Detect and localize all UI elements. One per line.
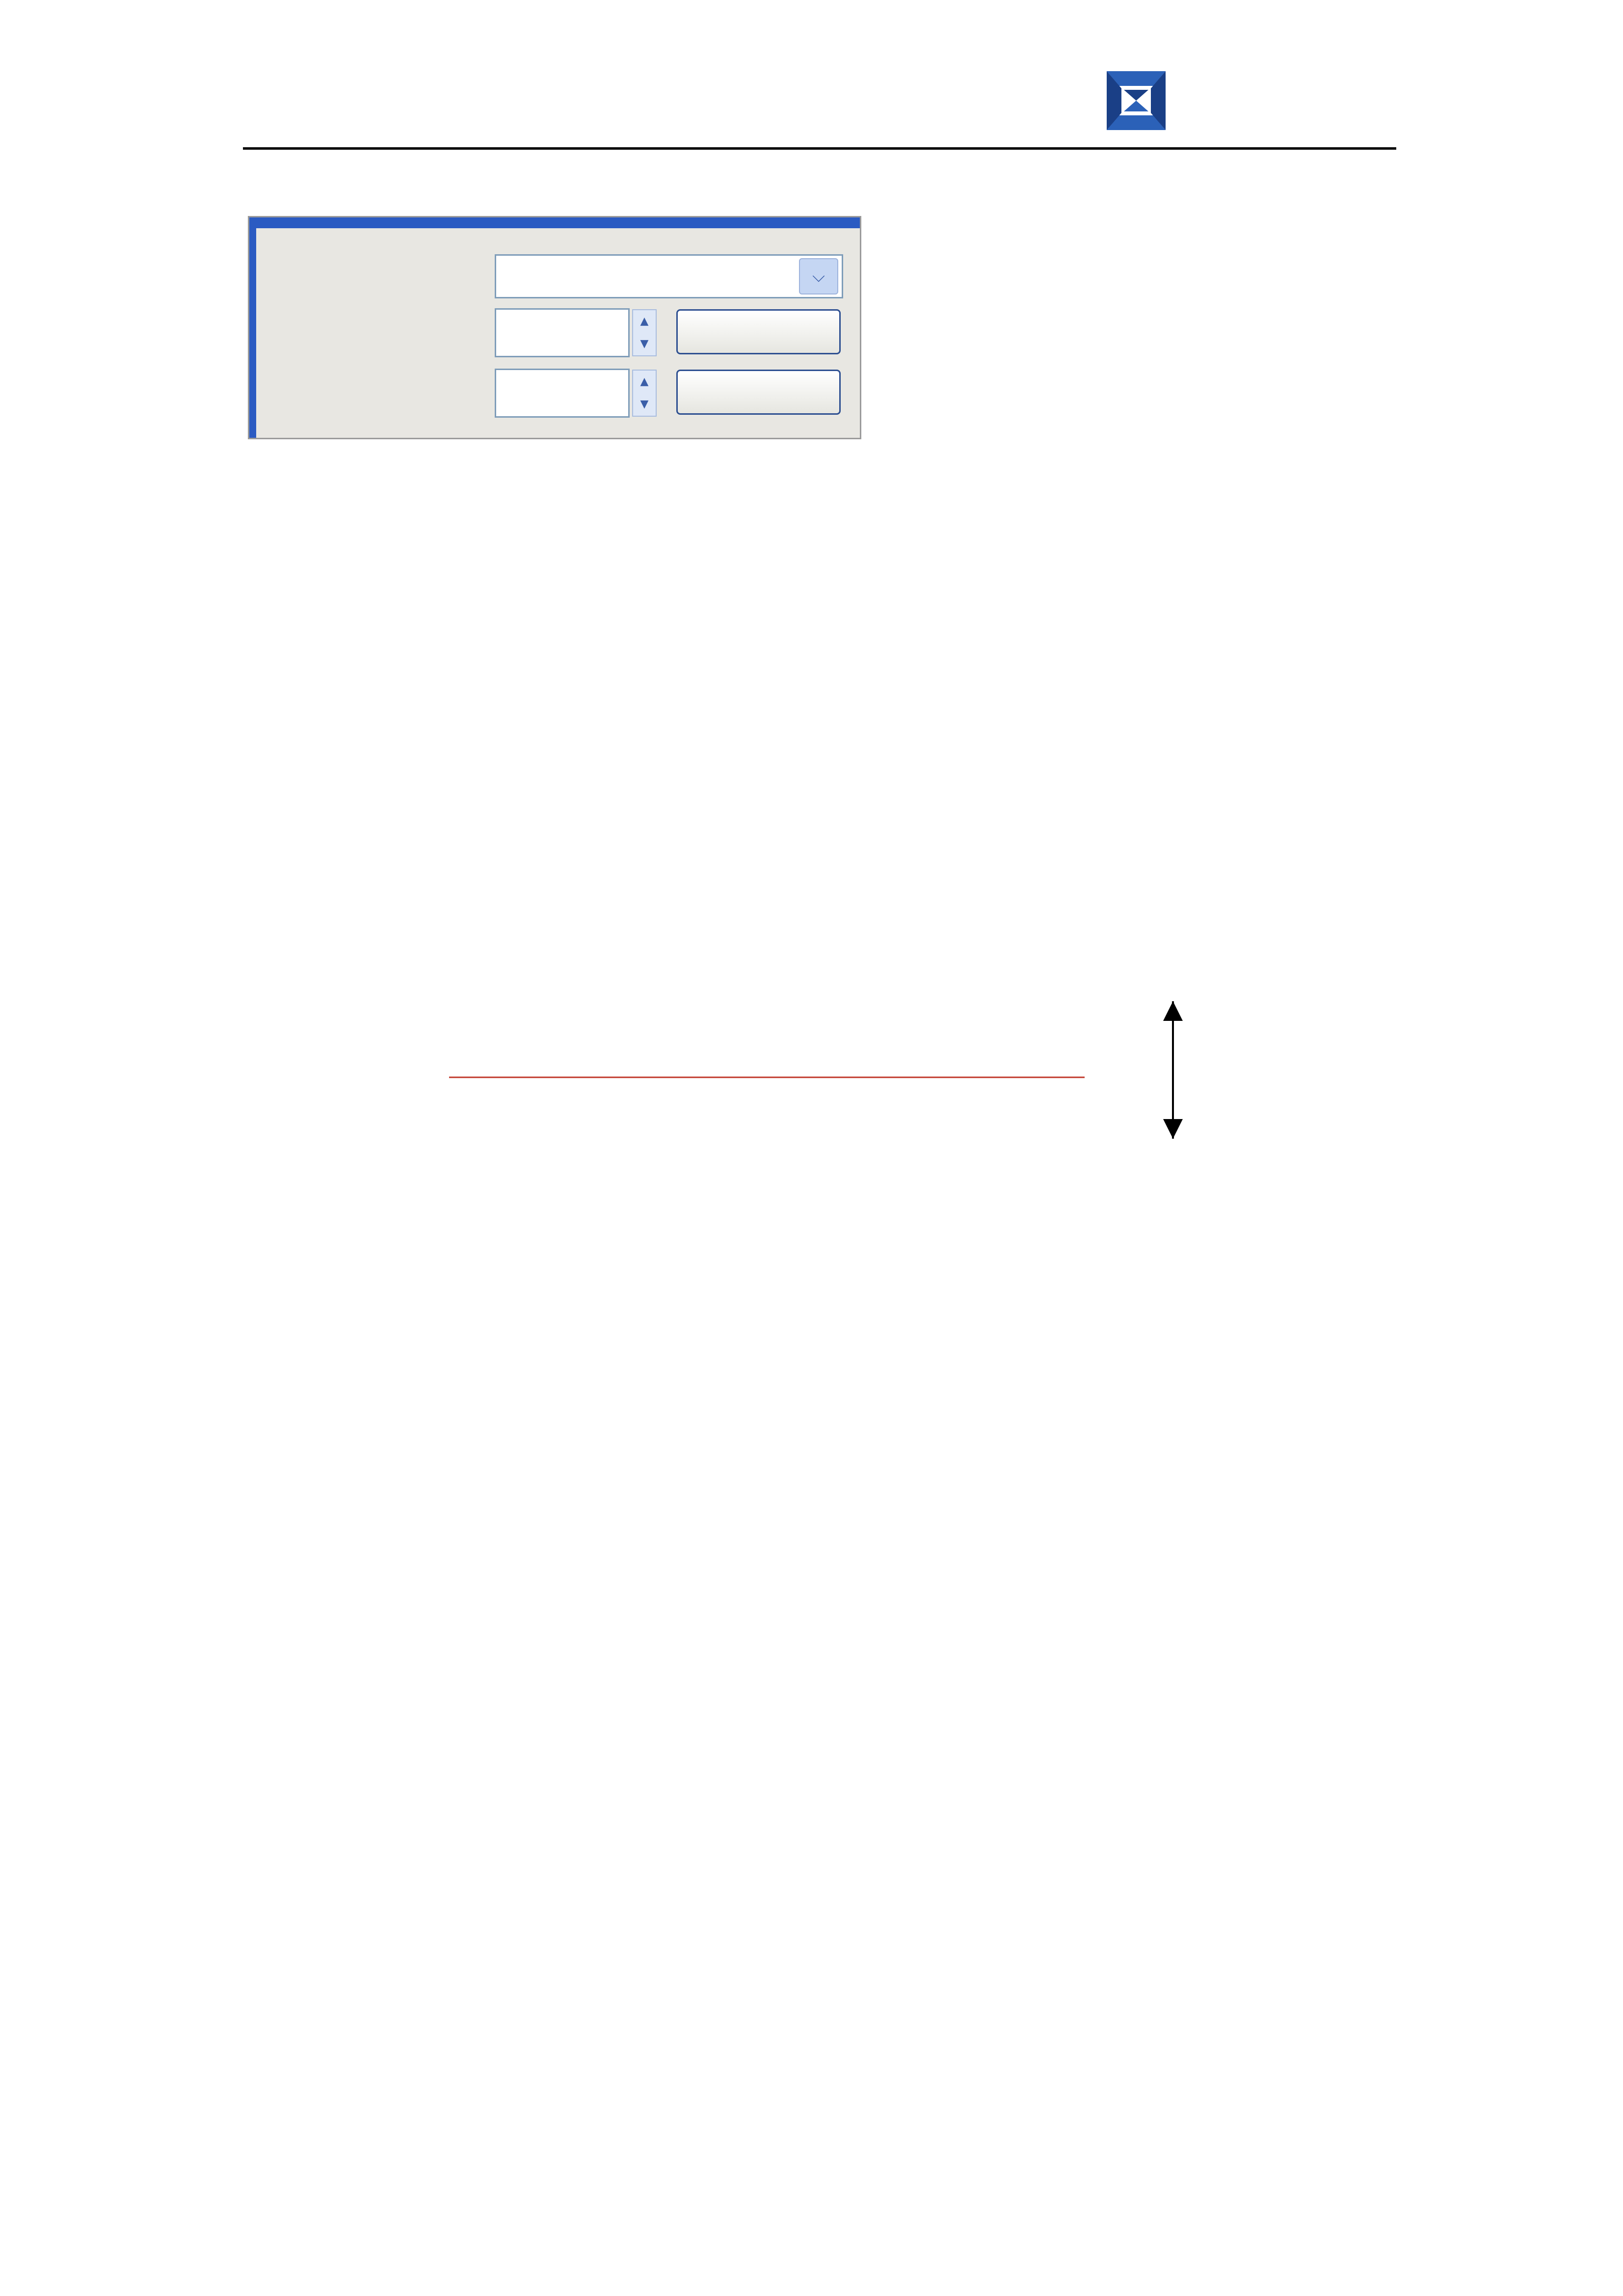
spin-up-icon[interactable]: ▲ [640,315,649,327]
trigger-level-input[interactable] [495,308,630,357]
lms-logo [1107,66,1401,145]
panel-left-bar [249,217,256,438]
lms-logo-graphic [1107,66,1401,145]
spin-up-icon[interactable]: ▲ [640,375,649,388]
tacho-signal-graphic [432,933,1197,1345]
pulses-per-rev-spinner[interactable] [632,370,657,417]
tacho-settings-panel [248,216,861,439]
chevron-down-icon[interactable]: ⌵ [799,258,838,294]
more-button[interactable] [676,370,841,415]
panel-title-bar [249,217,860,228]
pulses-per-rev-input[interactable] [495,369,630,418]
trigger-level-spinner[interactable] [632,309,657,356]
derived-button[interactable] [676,309,841,354]
header-rule [243,147,1396,150]
spin-down-icon[interactable]: ▼ [640,398,649,410]
tacho-signal-figure [432,933,1197,1345]
tacho-channel-select[interactable] [495,254,843,298]
spin-down-icon[interactable]: ▼ [640,338,649,350]
